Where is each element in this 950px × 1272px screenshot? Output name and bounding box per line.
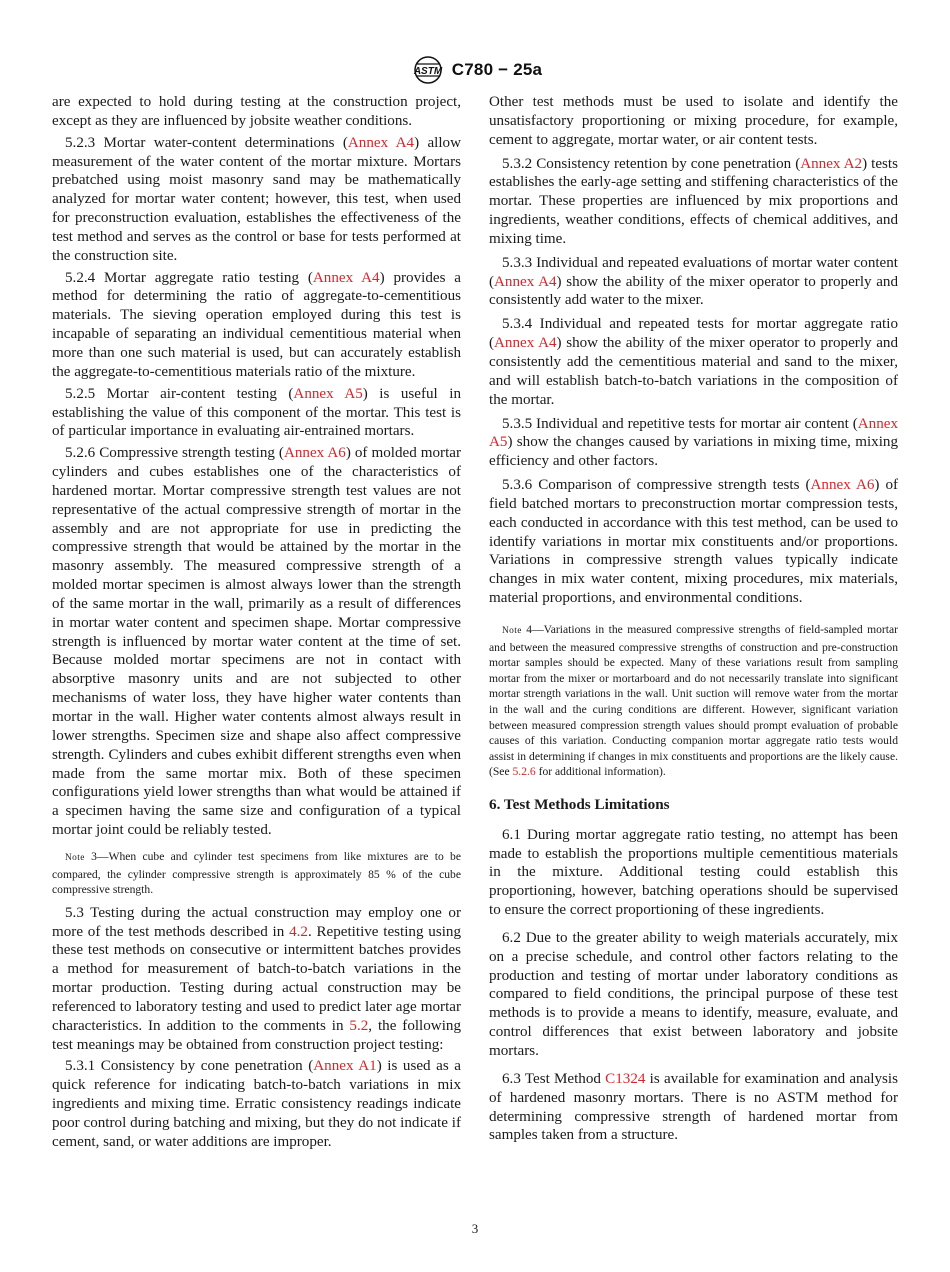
annex-link[interactable]: Annex A5 (489, 415, 898, 451)
page-number: 3 (471, 1221, 479, 1236)
ref-link[interactable]: 5.2 (349, 1017, 369, 1034)
astm-logo (408, 55, 448, 85)
annex-link[interactable]: Annex A6 (810, 477, 875, 494)
logo-label: ASTM (413, 66, 442, 77)
paragraph-continued: Other test methods must be used to isolate and identify the unsatisfactory proportioning or mixing procedure, for example, cement to aggregate, mortar water, or air content tests. (489, 94, 898, 148)
annex-link[interactable]: Annex A4 (347, 134, 415, 151)
ref-link[interactable]: 5.2.6 (512, 765, 536, 779)
note-3: Note 3—When cube and cylinder test specimens from like mixtures are to be compared, the cylinder compressive strength is approximately 85 % of the cube compressive strength. (52, 849, 461, 897)
paragraph-continued: are expected to hold during testing at the construction project, except as they are influenced by jobsite weather conditions. (52, 94, 461, 129)
ref-link[interactable]: 4.2 (289, 923, 308, 940)
standard-designation: C780 − 25a (451, 60, 543, 79)
right-column (489, 93, 898, 1148)
annex-link[interactable]: Annex A2 (800, 155, 863, 172)
standard-link[interactable]: C1324 (605, 1070, 646, 1087)
paragraph-5-3: 5.3 Testing during the actual construction may employ one or more of the test methods described in 4.2. Repetitive testing using these test methods on consecutive or intermittent batches provides a method for measurement of batch-to-batch variations in the mortar production. Testing during actual construction may be referenced to laboratory testing and used to predict later age mortar characteristics. In addition to the comments in 5.2, the following test meanings may be obtained from construction project testing: (52, 904, 461, 1053)
paragraph-5-3-5: 5.3.5 Individual and repetitive tests for mortar air content (Annex A5) show the changes caused by variations in mixing time, mixing efficiency and other factors. (489, 415, 898, 470)
annex-link[interactable]: Annex A4 (494, 273, 557, 290)
paragraph-5-2-4: 5.2.4 Mortar aggregate ratio testing (Annex A4) provides a method for determining the ratio of aggregate-to-cementitious materials. The sieving operation employed during this test is incapable of separating an individual cementitious material when more than one such material is used, but can accurately establish the aggregate-to-cementitious materials ratio of the mixture. (52, 269, 461, 380)
paragraph-6-1: 6.1 During mortar aggregate ratio testing, no attempt has been made to establish the proportions multiple cementitious materials in the mixture. Additional testing could establish this proportioning, however, batching operations should be supervised to ensure the correct proportioning of these ingredients. (489, 826, 898, 919)
paragraph-5-3-1: 5.3.1 Consistency by cone penetration (Annex A1) is used as a quick reference for indicating batch-to-batch variations in mix ingredients and mixing time. Erratic consistency readings indicate poor control during batching and mixing, but they do not indicate if cement, sand, or water additions are improper. (52, 1058, 461, 1150)
note-4: Note 4—Variations in the measured compressive strengths of field-sampled mortar and between the measured compressive strengths of construction and pre-construction mortar samples should be expected. Many of these variations result from sampling mortar from the mixer or mortarboard and do not necessarily translate into significant mortar strength variations in the wall. Unit suction will remove water from the mortar in the wall and the curing conditions are different. However, significant variation between measured compression strength values should prompt evaluation of probable causes of this variation. Conducting companion mortar aggregate ratio tests would assist in determining if changes in mix constituents and proportions are the likely cause. (See 5.2.6 for additional information). (489, 622, 898, 779)
annex-link[interactable]: Annex A5 (293, 385, 363, 402)
paragraph-5-2-3: 5.2.3 Mortar water-content determinations (Annex A4) allow measurement of the water content of the mortar mixture. Mortars prebatched using moist masonry sand may be mathematically analyzed for mortar water content; however, this test, when used for preconstruction evaluation, establishes the effectiveness of the test method and serves as the control or base for tests performed at the construction site. (52, 134, 461, 264)
paragraph-6-3: 6.3 Test Method C1324 is available for examination and analysis of hardened masonry mortars. There is no ASTM method for determining compressive strength of hardened mortar from samples taken from a structure. (489, 1070, 898, 1144)
paragraph-5-2-5: 5.2.5 Mortar air-content testing (Annex A5) is useful in establishing the value of this component of the mortar. This test is of particular importance in evaluating air-entrained mortars. (52, 385, 461, 440)
annex-link[interactable]: Annex A1 (313, 1058, 377, 1075)
paragraph-5-3-6: 5.3.6 Comparison of compressive strength tests (Annex A6) of field batched mortars to preconstruction mortar compression tests, each conducted in accordance with this test method, can be used to identify variations in mortar mix constituents and/or proportions. Variations in compressive strength values typically indicate changes in mix water content, mixing procedures, mix materials, material proportions, and environmental conditions. (489, 477, 899, 607)
annex-link[interactable]: Annex A4 (312, 269, 380, 286)
paragraph-5-3-3: 5.3.3 Individual and repeated evaluations of mortar water content (Annex A4) show the ability of the mixer operator to properly and consistently add water to the mixer. (489, 254, 898, 309)
left-column (52, 93, 461, 1155)
paragraph-5-2-6: 5.2.6 Compressive strength testing (Annex A6) of molded mortar cylinders and cubes establishes one of the characteristics of hardened mortar. Mortar compressive strength test values are not representative of the actual compressive strength of mortar in the assembly and are not appropriate for use in predicting the compressive strength that would be attained by the mortar in the masonry assembly. The measured compressive strength of a molded mortar specimen is almost always lower than the strength of the same mortar in the wall, primarily as a result of differences in mortar water content and specimen shape. Mortar compressive strength is influenced by mortar water content at the time of set. Because molded mortar specimens are not in contact with absorptive masonry units and are not subjected to other mechanisms of water loss, they have higher water contents than mortar in the wall. Higher water contents almost always result in lower strengths. Specimen size and shape also affect compressive strength. Cylinders and cubes exhibit different strengths even when made from the same mortar mix. Both of these specimen configurations yield lower strengths than what would be attained if a specimen having the same size and configuration of a typical mortar joint could be reliably tested. (52, 445, 461, 839)
section-heading: 6. Test Methods Limitations (489, 795, 670, 813)
annex-link[interactable]: Annex A4 (494, 335, 557, 352)
paragraph-6-2: 6.2 Due to the greater ability to weigh materials accurately, mix on a precise schedule, and control other factors relating to the production and testing of mortar under laboratory conditions as compared to field conditions, the principal purpose of these test methods is to provide a means to identify, measure, evaluate, and control differences that exist between laboratory and jobsite mortars. (489, 929, 898, 1059)
paragraph-5-3-4: 5.3.4 Individual and repeated tests for mortar aggregate ratio (Annex A4) show the ability of the mixer operator to properly and consistently add the cementitious material and sand to the mixer, and will establish batch-to-batch variations in the composition of the mortar. (489, 316, 898, 408)
paragraph-5-3-2: 5.3.2 Consistency retention by cone penetration (Annex A2) tests establishes the early-age setting and stiffening characteristics of the mortar. These properties are influenced by mix proportions and ingredients, weather conditions, effects of chemical additives, and mixing time. (489, 155, 898, 247)
standard-header (0, 55, 950, 85)
annex-link[interactable]: Annex A6 (283, 445, 346, 462)
